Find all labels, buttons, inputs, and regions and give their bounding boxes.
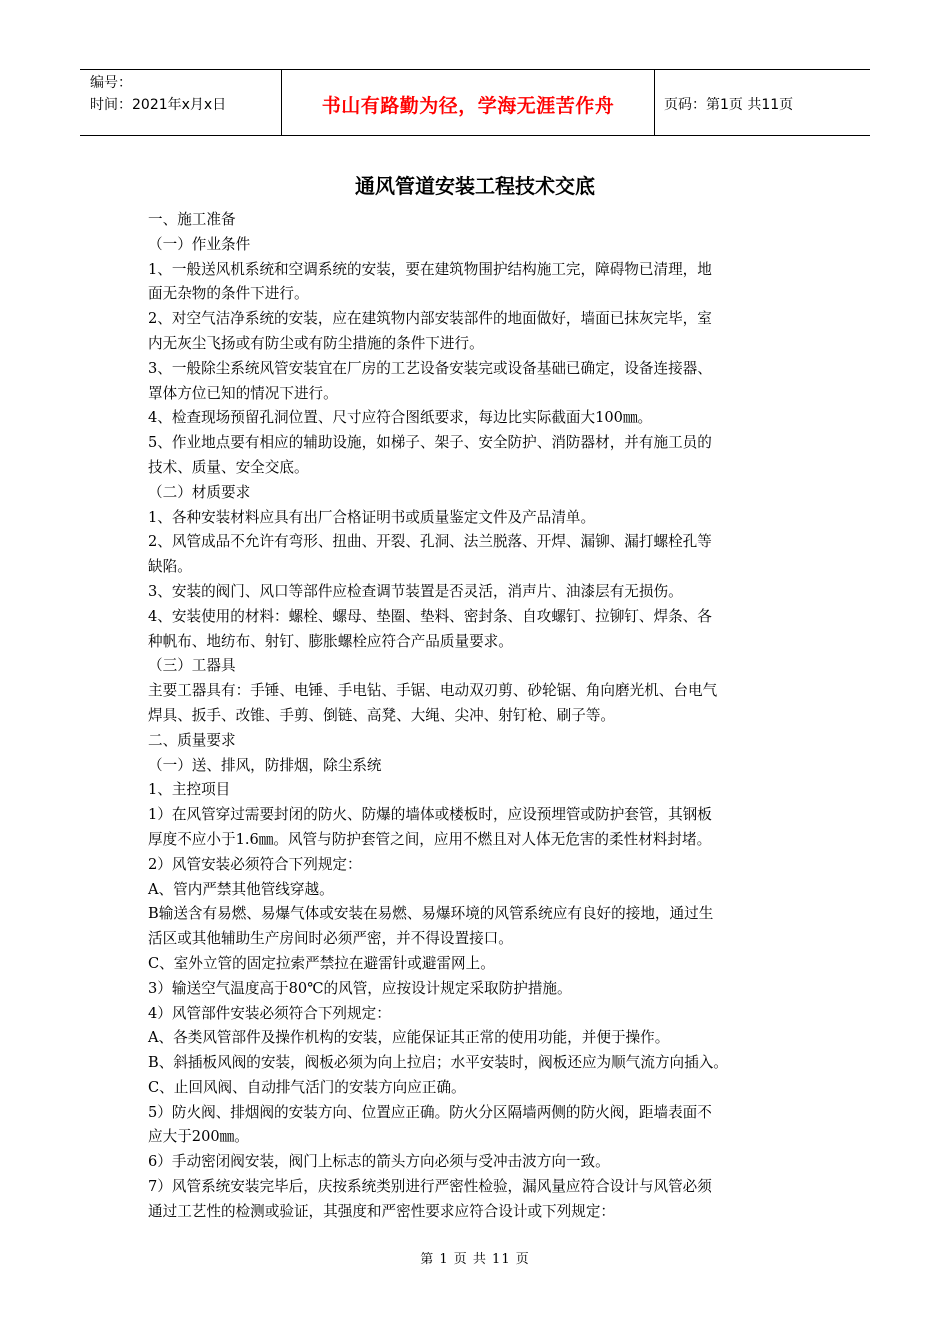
body-line: 通过工艺性的检测或验证，其强度和严密性要求应符合设计或下列规定：	[148, 1202, 616, 1220]
body-line: C、室外立管的固定拉索严禁拉在避雷针或避雷网上。	[148, 954, 495, 972]
body-line: 7）风管系统安装完毕后，庆按系统类别进行严密性检验，漏风量应符合设计与风管必须	[148, 1178, 712, 1196]
body-line: 1）在风管穿过需要封闭的防火、防爆的墙体或楼板时，应设预埋管或防护套管，其钢板	[148, 806, 712, 824]
page-footer: 第 1 页 共 11 页	[420, 1252, 530, 1267]
document-number-label: 编号：	[90, 75, 132, 91]
body-line: 主要工器具有：手锤、电锤、手电钻、手锯、电动双刃剪、砂轮锯、角向磨光机、台电气	[148, 682, 718, 700]
body-line: 应大于200㎜。	[148, 1128, 249, 1146]
body-line: （一）作业条件	[148, 235, 251, 253]
body-line: 3、安装的阀门、风口等部件应检查调节装置是否灵活，消声片、油漆层有无损伤。	[148, 582, 683, 600]
body-line: 活区或其他辅助生产房间时必须严密，并不得设置接口。	[148, 930, 513, 948]
body-line: 内无灰尘飞扬或有防尘或有防尘措施的条件下进行。	[148, 334, 484, 352]
document-body	[148, 208, 808, 1225]
body-line: B、斜插板风阀的安装，阀板必须为向上拉启；水平安装时，阀板还应为顺气流方向插入。	[148, 1054, 728, 1072]
body-line: C、止回风阀、自动排气活门的安装方向应正确。	[148, 1078, 466, 1096]
body-line: 3、一般除尘系统风管安装宜在厂房的工艺设备安装完或设备基础已确定，设备连接器、	[148, 359, 712, 377]
body-line: 6）手动密闭阀安装，阀门上标志的箭头方向必须与受冲击波方向一致。	[148, 1153, 610, 1171]
body-line: 技术、质量、安全交底。	[148, 458, 309, 476]
body-line: （一）送、排风，防排烟，除尘系统	[148, 756, 382, 774]
body-line: A、管内严禁其他管线穿越。	[148, 880, 334, 898]
body-line: 3）输送空气温度高于80℃的风管，应按设计规定采取防护措施。	[148, 979, 572, 997]
body-line: 厚度不应小于1.6㎜。风管与防护套管之间，应用不燃且对人体无危害的柔性材料封堵。	[148, 830, 712, 848]
body-line: 4、检查现场预留孔洞位置、尺寸应符合图纸要求，每边比实际截面大100㎜。	[148, 409, 653, 427]
body-line: 一、施工准备	[148, 211, 236, 228]
body-line: 罩体方位已知的情况下进行。	[148, 384, 338, 402]
body-line: 缺陷。	[148, 558, 192, 576]
header-motto: 书山有路勤为径，学海无涯苦作舟	[282, 70, 655, 135]
body-line: 面无杂物的条件下进行。	[148, 285, 309, 303]
body-line: 1、各种安装材料应具有出厂合格证明书或质量鉴定文件及产品清单。	[148, 508, 596, 526]
header-page-info: 页码：第1页 共11页	[664, 96, 794, 113]
body-line: 焊具、扳手、改锥、手剪、倒链、高凳、大绳、尖冲、射钉枪、刷子等。	[148, 706, 616, 724]
body-line: 1、主控项目	[148, 781, 231, 799]
body-line: A、各类风管部件及操作机构的安装，应能保证其正常的使用功能，并便于操作。	[148, 1029, 670, 1047]
body-line: 2）风管安装必须符合下列规定：	[148, 855, 362, 873]
body-line: 1、一般送风机系统和空调系统的安装，要在建筑物围护结构施工完，障碍物已清理，地	[148, 260, 712, 278]
body-line: 5、作业地点要有相应的辅助设施，如梯子、架子、安全防护、消防器材，并有施工员的	[148, 434, 712, 452]
body-line: 2、对空气洁净系统的安装，应在建筑物内部安装部件的地面做好，墙面已抹灰完毕，室	[148, 310, 712, 328]
document-header	[80, 69, 870, 136]
header-meta-cell	[80, 70, 282, 135]
body-line: （三）工器具	[148, 657, 236, 675]
body-line: 4）风管部件安装必须符合下列规定：	[148, 1004, 391, 1022]
body-line: B输送含有易燃、易爆气体或安装在易燃、易爆环境的风管系统应有良好的接地，通过生	[148, 905, 714, 923]
body-line: 种帆布、地纺布、射钉、膨胀螺栓应符合产品质量要求。	[148, 632, 513, 650]
body-line: （二）材质要求	[148, 483, 251, 501]
document-time-label: 时间：2021年x月x日	[90, 97, 227, 113]
body-line: 4、安装使用的材料：螺栓、螺母、垫圈、垫料、密封条、自攻螺钉、拉铆钉、焊条、各	[148, 607, 712, 625]
body-line: 2、风管成品不允许有弯形、扭曲、开裂、孔洞、法兰脱落、开焊、漏铆、漏打螺栓孔等	[148, 533, 712, 551]
document-title: 通风管道安装工程技术交底	[355, 174, 595, 198]
body-line: 5）防火阀、排烟阀的安装方向、位置应正确。防火分区隔墙两侧的防火阀，距墙表面不	[148, 1103, 712, 1121]
body-line: 二、质量要求	[148, 731, 236, 749]
